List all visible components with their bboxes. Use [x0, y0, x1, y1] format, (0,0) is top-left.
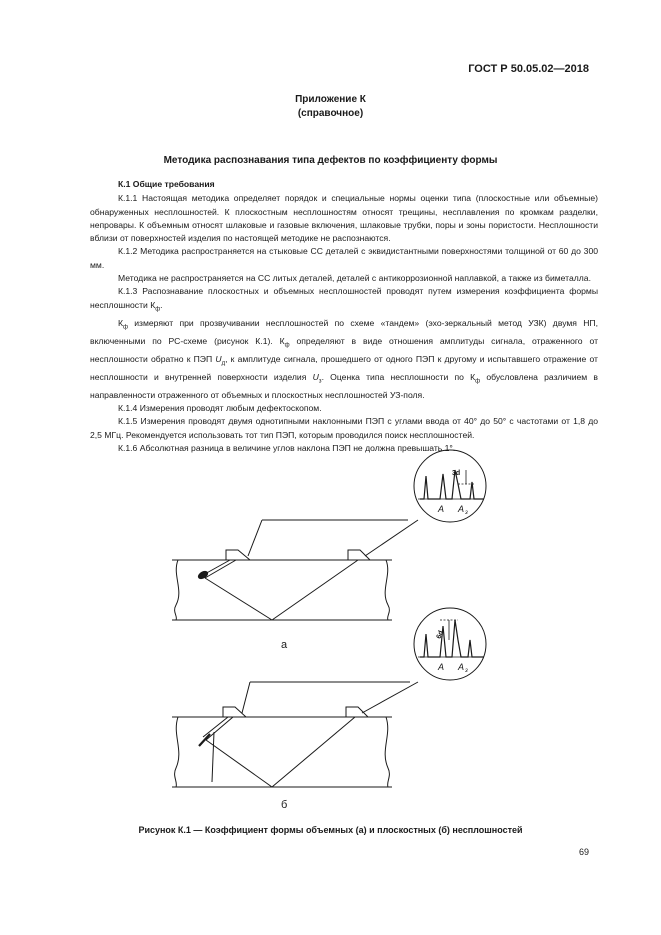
annex-kind: (справочное): [297, 108, 364, 119]
annex-heading: [0, 93, 661, 121]
paragraph-k1-2: К.1.2 Методика распространяется на стыковые СС деталей с эквидистантными поверхностями толщиной от 60 до 300 мм.: [90, 246, 598, 270]
body-text: [90, 178, 598, 455]
scope-b-amplitude-z-label: A: [458, 662, 465, 672]
paragraph-scope-exclusion: Методика не распространяется на СС литых деталей, деталей с антикоррозионной наплавкой, а также из биметалла.: [118, 273, 591, 284]
scope-b-amplitude-z-sub: з: [465, 668, 468, 674]
annex-label: Приложение К: [295, 94, 366, 105]
scope-a-amplitude-label: A: [438, 504, 445, 514]
diagram-a: [172, 450, 486, 620]
section-heading: К.1 Общие требования: [118, 179, 215, 189]
scope-b-amplitude-label: A: [438, 662, 445, 672]
scope-b-delta-label: 6d: [435, 629, 446, 640]
figure-caption: Рисунок К.1 — Коэффициент формы объемных (а) и плоскостных (б) несплошностей: [138, 825, 523, 835]
standard-header: ГОСТ Р 50.05.02—2018: [468, 63, 589, 75]
diagram-a-label: а: [281, 639, 288, 651]
paragraph-k1-3: К.1.3 Распознавание плоскостных и объемных несплошностей проводят путем измерения коэффициента формы несплошности $К_ф$.: [90, 286, 598, 313]
paragraph-k1-1: К.1.1 Настоящая методика определяет порядок и специальные нормы оценки типа (плоскостные или объемные) обнаруженных несплошностей. К плоскостным несплошностям относят трещины, несплавления по кромкам разделки, непровары. К объемным относят шлаковые и газовые включения, шлаковые трубки, поры и зоны пористости. Несплошности вблизи от поверхностей изделия по настоящей методике не распознаются.: [90, 193, 598, 244]
page-number: 69: [578, 847, 589, 857]
figure-k1: [0, 440, 661, 830]
paragraph-kf-measurement: $К_ф$ измеряют при прозвучивании несплошностей по схеме «тандем» (эхо-зеркальный метод УЗК) двумя НП, включенными по РС-схеме (рисунок К.1). $К_ф$ определяют в виде отношения амплитуды сигнала, отраженного от несплошности обратно к ПЭП $U_д$, к амплитуде сигнала, прошедшего от одного ПЭП к другому и испытавшего отражение от несплошности и внутренней поверхности изделия $U_з$. Оценка типа несплошности по $К_ф$ обусловлена различием в направленности отраженного от объемных и плоскостных несплошностей УЗ-поля.: [90, 317, 599, 400]
diagram-b-label: б: [281, 799, 288, 811]
paragraph-k1-4: К.1.4 Измерения проводят любым дефектоскопом.: [118, 403, 322, 414]
annex-title: Методика распознавания типа дефектов по коэффициенту формы: [163, 155, 498, 166]
paragraph-k1-5: К.1.5 Измерения проводят двумя однотипными наклонными ПЭП с углами ввода от 40° до 50° с частотами от 1,8 до 2,5 МГц. Рекомендуется использовать тот тип ПЭП, которым проводился поиск несплошностей.: [90, 416, 598, 440]
scope-a-delta-label: 3d: [452, 470, 461, 477]
scope-a-amplitude-z-sub: з: [465, 510, 468, 516]
scope-a-amplitude-z-label: A: [458, 504, 465, 514]
paragraph-k1-6: К.1.6 Абсолютная разница в величине углов наклона ПЭП не должна превышать 1°.: [118, 442, 456, 453]
